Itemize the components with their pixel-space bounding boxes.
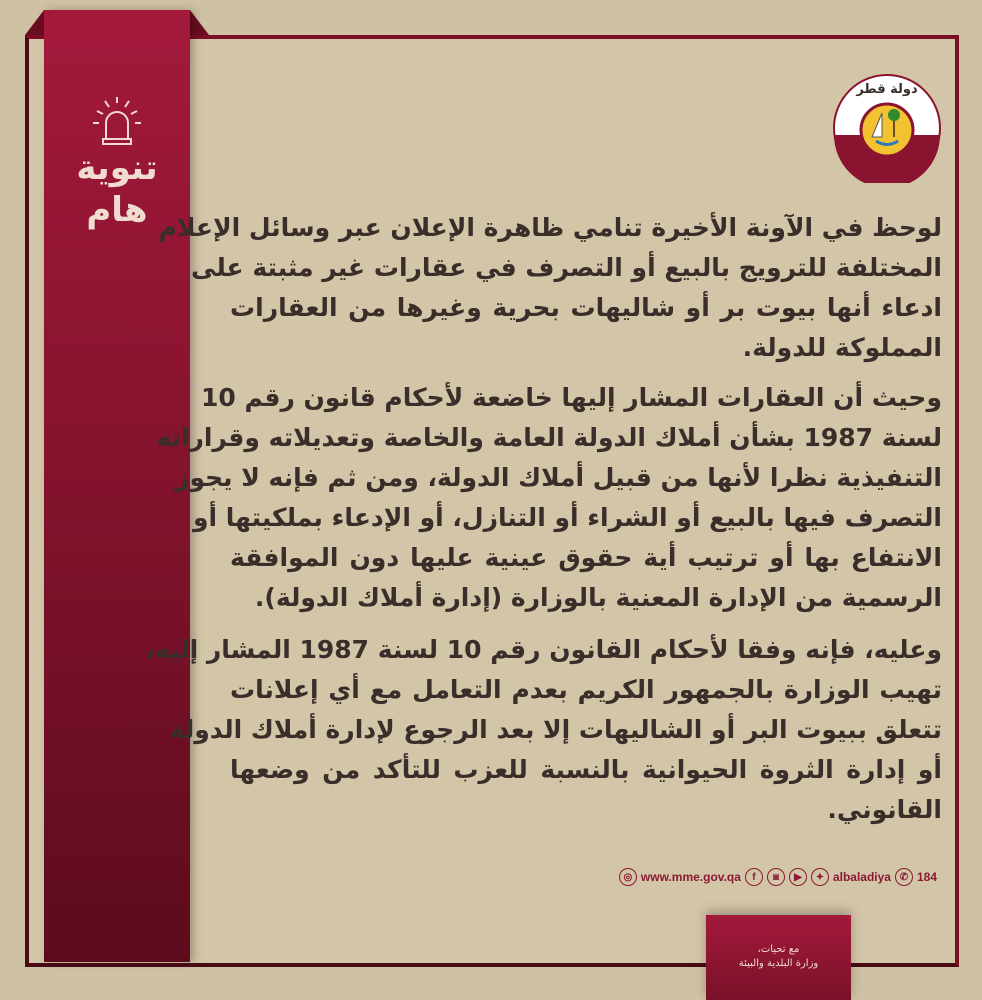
svg-text:دولة قطر: دولة قطر	[856, 82, 918, 97]
ribbon-fold	[190, 10, 209, 35]
phone-icon[interactable]: ✆	[895, 868, 913, 886]
paragraph-line: لسنة 1987 بشأن أملاك الدولة العامة والخاصة وتعديلاته وقراراته	[156, 423, 942, 452]
paragraph-line: القانوني.	[827, 795, 942, 824]
paragraph	[145, 630, 942, 830]
paragraph	[158, 208, 942, 368]
paragraph-line: التنفيذية نظرا لأنها من قبيل أملاك الدولة، ومن ثم فإنه لا يجوز	[175, 463, 942, 492]
twitter-icon[interactable]: ✦	[811, 868, 829, 886]
paragraph-line: أو إدارة الثروة الحيوانية بالنسبة للعزب للتأكد من وضعها	[230, 755, 942, 784]
social-handle[interactable]: albaladiya	[832, 870, 891, 884]
facebook-icon[interactable]: f	[745, 868, 763, 886]
contact-footer	[619, 868, 937, 886]
notice-title-line1: تنوية	[76, 148, 158, 188]
paragraph-line: المملوكة للدولة.	[742, 333, 942, 362]
paragraph-line: التصرف فيها بالبيع أو الشراء أو التنازل، أو الإدعاء بملكيتها أو	[192, 503, 942, 532]
signature-line1: مع تحيات،	[757, 944, 800, 955]
paragraph	[156, 378, 942, 618]
web-icon[interactable]: ◎	[619, 868, 637, 886]
paragraph-line: وعليه، فإنه وفقا لأحكام القانون رقم 10 لسنة 1987 المشار إليه،	[145, 635, 942, 664]
ribbon-fold	[25, 10, 44, 35]
paragraph-line: وحيث أن العقارات المشار إليها خاضعة لأحكام قانون رقم 10	[200, 383, 942, 412]
youtube-icon[interactable]: ▶	[789, 868, 807, 886]
phone-number[interactable]: 184	[916, 870, 937, 884]
paragraph-line: المختلفة للترويج بالبيع أو التصرف في عقارات غير مثبتة على	[191, 253, 942, 282]
ministry-logo	[832, 73, 942, 183]
paragraph-line: تهيب الوزارة بالجمهور الكريم بعدم التعامل مع أي إعلانات	[230, 675, 942, 704]
siren-icon	[89, 95, 145, 147]
paragraph-line: لوحظ في الآونة الأخيرة تنامي ظاهرة الإعلان عبر وسائل الإعلام	[158, 213, 942, 242]
paragraph-line: ادعاء أنها بيوت بر أو شاليهات بحرية وغيرها من العقارات	[230, 293, 942, 322]
paragraph-line: تتعلق ببيوت البر أو الشاليهات إلا بعد الرجوع لإدارة أملاك الدولة	[169, 715, 942, 744]
notice-title-line2: هام	[86, 190, 148, 230]
website-link[interactable]: www.mme.gov.qa	[640, 870, 741, 884]
paragraph-line: الانتفاع بها أو ترتيب أية حقوق عينية عليها دون الموافقة	[230, 543, 942, 572]
paragraph-line: الرسمية من الإدارة المعنية بالوزارة (إدارة أملاك الدولة).	[254, 583, 942, 612]
signature-line2: وزارة البلدية والبيئة	[738, 958, 819, 969]
instagram-icon[interactable]: ◙	[767, 868, 785, 886]
signature-tag	[706, 915, 851, 1000]
